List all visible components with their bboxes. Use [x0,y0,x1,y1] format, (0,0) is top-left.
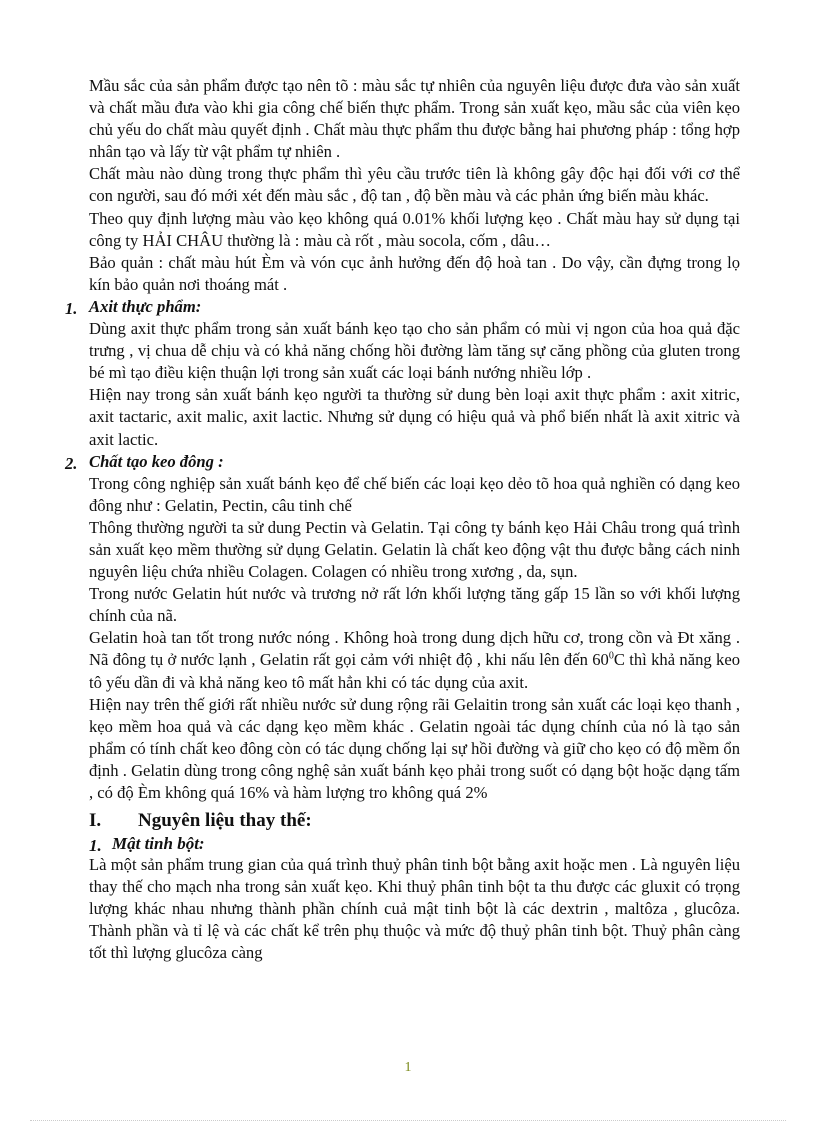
paragraph-axit-use: Dùng axit thực phẩm trong sản xuất bánh kẹo tạo cho sản phẩm có mùi vị ngon của hoa quả đặc trưng , vị chua dễ chịu và có khả năng chống hồi đường làm tăng sự căng phồng của gluten trong bé mì tạo điều kiện thuận lợi trong sản xuất các loại bánh nướng nhiều lớp . [89,319,740,383]
paragraph-gelatin-usage: Thông thường người ta sử dung Pectin và Gelatin. Tại công ty bánh kẹo Hải Châu trong quá trình sản xuất kẹo mềm thường sử dụng Gelatin. Gelatin là chất keo động vật thu được bằng cách ninh nguyên liệu chứa nhiều Colagen. Colagen có nhiều trong xương , da, sụn. [89,517,740,582]
page-number: 1 [404,1060,412,1075]
heading-axit [65,296,740,318]
degree-superscript: 0 [608,650,614,662]
gelatin-solubility-part-a: Gelatin hoà tan tốt trong nước nóng . Không hoà trong dung dịch hữu cơ, trong cồn và Đt xăng . Nã đông tụ ở nước lạnh , Gelatin rất gọi cảm với nhiệt độ , khi nấu lên đến 60 [89,628,740,670]
heading-mat-tinh-bot-title: Mật tinh bột: [112,834,205,854]
heading-keo-dong-number: 2. [65,453,78,473]
paragraph-axit-types: Hiện nay trong sản xuất bánh kẹo người ta thường sử dung bèn loại axit thực phẩm : axit xitric, axit tactaric, axit malic, axit lactic. Nhưng sử dụng có hiệu quả và phổ biến nhất là axit xitric và axit lactic. [89,385,740,449]
gelatin-solubility-part-b: C thì khả năng keo tô yếu dần đi và khả năng keo tô mất hẳn khi có tác dụng của axit. [89,650,740,692]
section-number: I. [89,810,102,832]
paragraph-color-storage: Bảo quản : chất màu hút Èm và vón cục ảnh hưởng đến độ hoà tan . Do vậy, cần đựng trong lọ kín bảo quản nơi thoáng mát . [89,252,740,294]
paragraph-mat-tinh-bot: Là một sản phẩm trung gian của quá trình thuỷ phân tinh bột bằng axit hoặc men . Là nguyên liệu thay thế cho mạch nha trong sản xuất kẹo. Khi thuỷ phân tinh bột ta thu được các gluxit có trọng lượng khác nhau nhưng thành phần chính cuả mật tinh bột là các dextrin , maltôza , glucôza. Thành phần và tỉ lệ và các chất kể trên phụ thuộc và mức độ thuỷ phân tinh bột. Thuỷ phân càng tốt thì lượng glucôza càng [89,855,740,963]
heading-keo-dong-title: Chất tạo keo đông : [89,451,224,471]
paragraph-keo-dong-intro: Trong công nghiệp sản xuất bánh kẹo để chế biến các loại kẹo dẻo tõ hoa quả nghiền có dạng keo đông như : Gelatin, Pectin, câu tinh chế [89,473,740,515]
paragraph-gelatin-solubility [89,627,740,693]
paragraph-color-safety: Chất màu nào dùng trong thực phẩm thì yêu cầu trước tiên là không gây độc hại đối với cơ thể con người, sau đó mới xét đến màu sắc , độ tan , độ bền màu và các phản ứng biến màu khác. [89,164,740,206]
heading-axit-number: 1. [65,298,78,318]
section-title: Nguyên liệu thay thế: [138,810,312,832]
paragraph-color: Mầu sắc của sản phẩm được tạo nên tõ : màu sắc tự nhiên của nguyên liệu được đưa vào sản xuất và chất mầu đưa vào khi gia công chế biến thực phẩm. Trong sản xuất kẹo, mầu sắc của viên kẹo chủ yếu do chất màu quyết định . Chất màu thực phẩm thu được bằng hai phương pháp : tổng hợp nhân tạo và lấy từ vật phẩm tự nhiên . [89,76,740,162]
paragraph-gelatin-world: Hiện nay trên thế giới rất nhiều nước sử dung rộng rãi Gelaitin trong sản xuất các loại kẹo thanh , kẹo mềm hoa quả và các dạng kẹo mềm khác . Gelatin ngoài tác dụng chính của nó là tạo sản phẩm có tính chất keo đông còn có tác dụng chống lại sự hồi đường và giữ cho kẹo có độ mềm ổn định . Gelatin dùng trong công nghệ sản xuất bánh kẹo phải trong suốt có dạng bột hoặc dạng tấm , có độ Èm không quá 16% và hàm lượng tro không quá 2% [89,694,740,802]
heading-mat-tinh-bot [89,834,740,854]
heading-axit-title: Axit thực phẩm: [89,296,202,316]
section-heading-substitutes [89,808,740,834]
paragraph-gelatin-swelling: Trong nước Gelatin hút nước và trương nở rất lớn khối lượng tăng gấp 15 lần so với khối lượng chính của nã. [89,584,740,626]
heading-mat-tinh-bot-number: 1. [89,836,102,856]
footer-divider [30,1120,786,1121]
paragraph-color-limit: Theo quy định lượng màu vào kẹo không quá 0.01% khối lượng kẹo . Chất màu hay sử dụng tại công ty HẢI CHÂU thường là : màu cà rốt , màu socola, cốm , dâu… [89,208,740,250]
heading-keo-dong [65,451,740,473]
page-body [65,75,740,965]
